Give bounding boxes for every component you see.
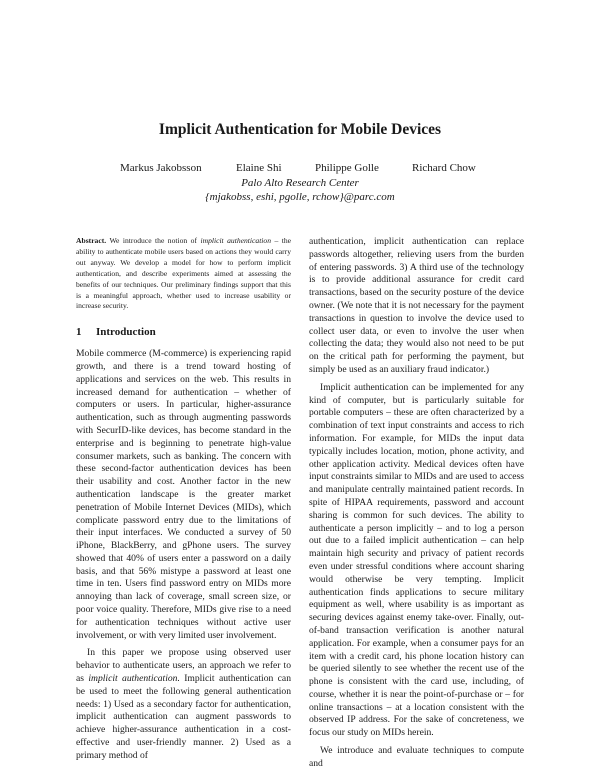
author-name: Richard Chow (412, 162, 476, 174)
right-column (309, 236, 524, 771)
body-paragraph: Implicit authentication can be implemented for any kind of computer, but is particularly suitable for portable computers – these are often characterized by a combination of text input constraints and access to rich information. For example, for MIDs the input data typically includes location, motion, phone activity, and other application activity. Medical devices often have input constraints similar to MIDs and are used to access and manipulate centrally maintained patient records. In spite of HIPAA requirements, password and account sharing is common for such devices. The ability to authenticate a person implicitly – and to log a person out due to a failed implicit authentication – can help maintain high security and privacy of patient records even under stressful conditions where account sharing would otherwise be very tempting. Implicit authentication finds applications to secure military equipment as well, where usability is as important as securing devices against enemy take-over. Finally, out-of-band transaction verification is another natural application. For example, when a consumer pays for an item with a credit card, his phone location history can be queried silently to see whether the recent use of the phone is consistent with the card use, including, of course, whether it is near the point-of-purchase or – for online transactions – at a location consistent with the observed IP address. For the sake of concreteness, we focus our study on MIDs herein. (309, 381, 524, 739)
section-title: Introduction (96, 326, 156, 339)
section-heading (76, 326, 291, 339)
paragraph-text: Implicit authentication can be used to meet the following general authentication needs: 1) Used as a secondary factor for authentication, implicit authentication can augment passwords to achieve higher-assurance authentication in a cost-effective and user-friendly manner. 2) Used as a primary method of (76, 673, 291, 761)
abstract (76, 236, 291, 312)
abstract-text: We introduce the notion of (109, 236, 201, 245)
abstract-label: Abstract. (76, 236, 107, 245)
author-emails: {mjakobss, eshi, pgolle, rchow}@parc.com (205, 191, 395, 203)
author-list (0, 162, 600, 176)
paragraph-text: In this paper we propose using observed user behavior to authenticate users, an approach we refer to as (76, 647, 291, 685)
paragraph-emphasis: implicit authentication. (88, 673, 180, 685)
author-name: Elaine Shi (236, 162, 282, 174)
paper-title: Implicit Authentication for Mobile Devices (158, 121, 442, 138)
body-paragraph: We introduce and evaluate techniques to compute and (309, 745, 524, 769)
body-paragraph: Mobile commerce (M-commerce) is experiencing rapid growth, and there is a trend toward hosting of applications and services on the web. This results in increased demand for authentication – whether of computers or users. In particular, higher-assurance authentication, such as through augmenting passwords with SecurID-like devices, has become standard in the enterprise and is beginning to penetrate high-value consumer markets, such as banking. The concern with these second-factor authentication devices has been their usability and cost. Another factor in the new authentication landscape is the greater market penetration of Mobile Internet Devices (MIDs), which complicate password entry due to the limitations of their input interfaces. We conducted a survey of 50 iPhone, BlackBerry, and gPhone users. The survey showed that 40% of users enter a password on a daily basis, and that 56% mistype a password at least one time in ten. Users find password entry on MIDs more annoying than lack of coverage, small screen size, or poor voice quality. Therefore, MIDs give rise to a need for authentication techniques without active user involvement, or with very limited user involvement. (76, 348, 291, 641)
body-paragraph (76, 647, 291, 762)
left-column (76, 236, 291, 763)
section-number: 1 (76, 326, 82, 339)
abstract-text: – the ability to authenticate mobile users based on actions they would carry out anyway. We develop a model for how to perform implicit authentication, and describe experiments aimed at assessing the benefits of our techniques. Our preliminary findings support that this is a meaningful approach, whether used to increase usability or increase security. (76, 236, 292, 311)
affiliation: Palo Alto Research Center (241, 177, 359, 189)
author-name: Markus Jakobsson (120, 162, 202, 174)
body-paragraph: authentication, implicit authentication can replace passwords altogether, relieving users from the burden of entering passwords. 3) A third use of the technology is to provide additional assurance for credit card transactions, based on the security posture of the device owner. (We note that it is not necessary for the payment transactions in question to involve the device used to collect user data, or even to involve the user when collecting the data; they would also not need to be put on the critical path for performing the payment, but simply be used as an auxiliary fraud indicator.) (309, 236, 524, 375)
author-name: Philippe Golle (315, 162, 379, 174)
abstract-emphasis: implicit authentication (200, 236, 272, 245)
